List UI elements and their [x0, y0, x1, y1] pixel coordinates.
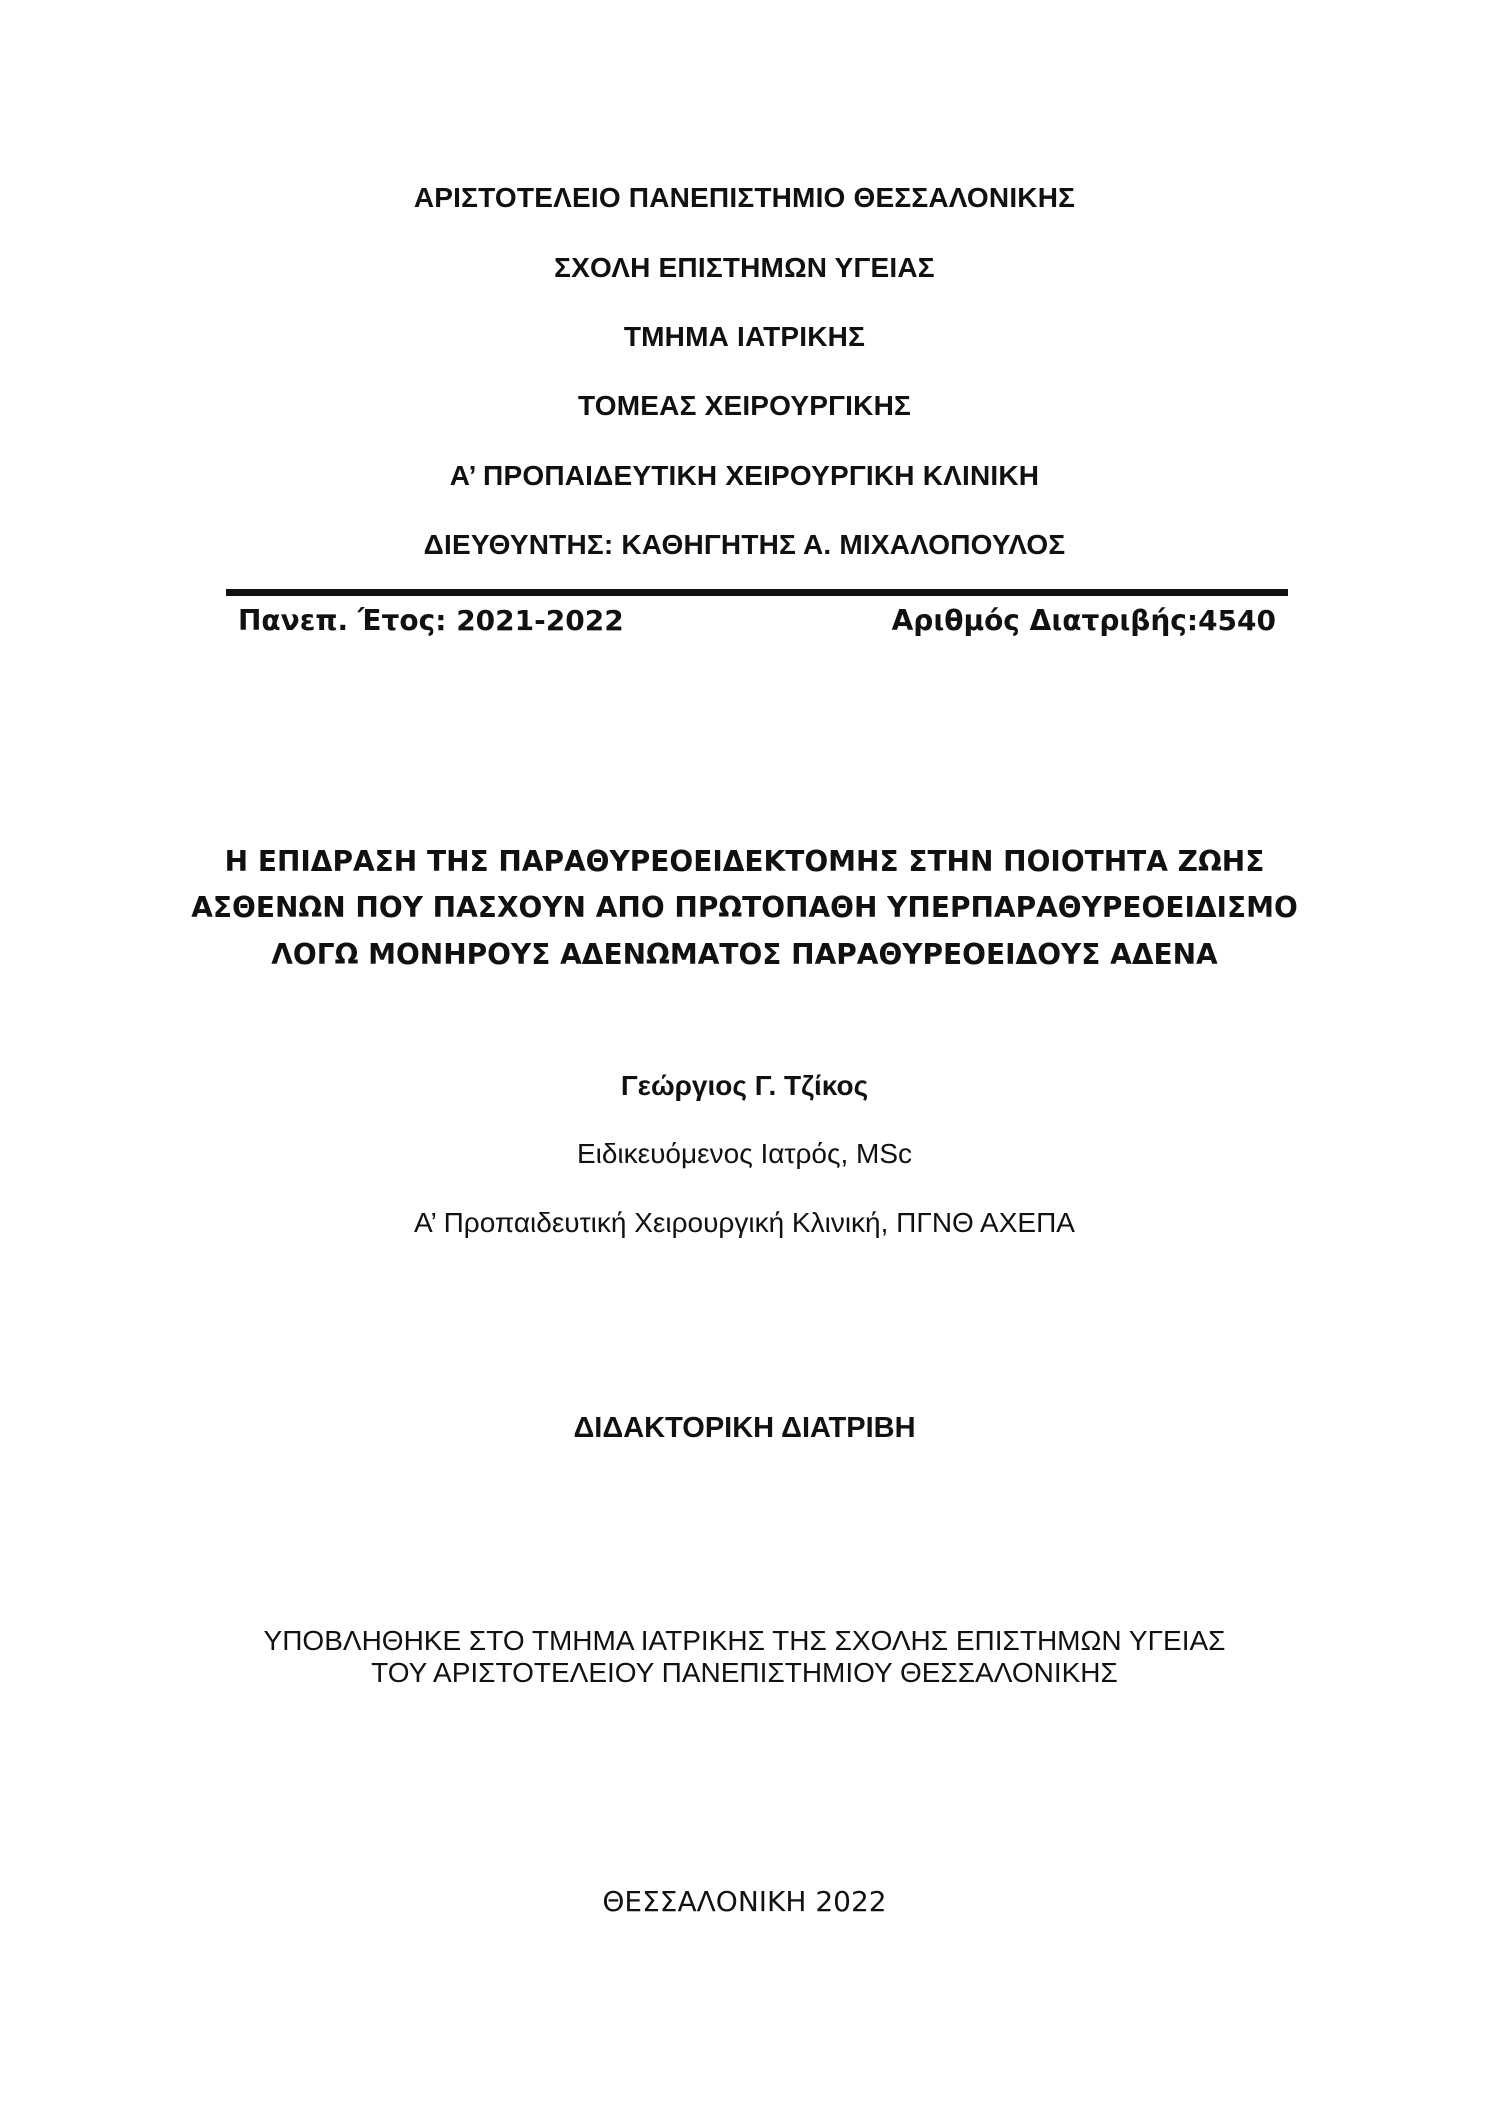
director-line: ΔΙΕΥΘΥΝΤΗΣ: ΚΑΘΗΓΗΤΗΣ Α. ΜΙΧΑΛΟΠΟΥΛΟΣ [423, 529, 1066, 560]
thesis-title-line-3: ΛΟΓΩ ΜΟΝΗΡΟΥΣ ΑΔΕΝΩΜΑΤΟΣ ΠΑΡΑΘΥΡΕΟΕΙΔΟΥΣ ΑΔΕΝΑ [271, 938, 1218, 971]
university-name: ΑΡΙΣΤΟΤΕΛΕΙΟ ΠΑΝΕΠΙΣΤΗΜΙΟ ΘΕΣΣΑΛΟΝΙΚΗΣ [413, 182, 1076, 213]
academic-year: Πανεπ. Έτος: 2021-2022 [238, 604, 624, 637]
author-affiliation: Α’ Προπαιδευτική Χειρουργική Κλινική, ΠΓΝΘ ΑΧΕΠΑ [414, 1207, 1075, 1238]
author-position: Ειδικευόμενος Ιατρός, MSc [576, 1138, 913, 1169]
sector-name: ΤΟΜΕΑΣ ΧΕΙΡΟΥΡΓΙΚΗΣ [578, 390, 911, 421]
submission-line-2: ΤΟΥ ΑΡΙΣΤΟΤΕΛΕΙΟΥ ΠΑΝΕΠΙΣΤΗΜΙΟΥ ΘΕΣΣΑΛΟΝΙΚΗΣ [371, 1657, 1118, 1688]
thesis-title-line-2: ΑΣΘΕΝΩΝ ΠΟΥ ΠΑΣΧΟΥΝ ΑΠΟ ΠΡΩΤΟΠΑΘΗ ΥΠΕΡΠΑΡΑΘΥΡΕΟΕΙΔΙΣΜΟ [191, 891, 1298, 924]
clinic-name: Α’ ΠΡΟΠΑΙΔΕΥΤΙΚΗ ΧΕΙΡΟΥΡΓΙΚΗ ΚΛΙΝΙΚΗ [449, 460, 1040, 491]
thesis-title-line-1: Η ΕΠΙΔΡΑΣΗ ΤΗΣ ΠΑΡΑΘΥΡΕΟΕΙΔΕΚΤΟΜΗΣ ΣΤΗΝ ΠΟΙΟΤΗΤΑ ΖΩΗΣ [224, 845, 1265, 878]
school-name: ΣΧΟΛΗ ΕΠΙΣΤΗΜΩΝ ΥΓΕΙΑΣ [554, 252, 935, 283]
place-year: ΘΕΣΣΑΛΟΝΙΚΗ 2022 [602, 1885, 887, 1918]
submission-line-1: ΥΠΟΒΛΗΘΗΚΕ ΣΤΟ ΤΜΗΜΑ ΙΑΤΡΙΚΗΣ ΤΗΣ ΣΧΟΛΗΣ ΕΠΙΣΤΗΜΩΝ ΥΓΕΙΑΣ [263, 1625, 1226, 1656]
thesis-number: Αριθμός Διατριβής:4540 [891, 604, 1276, 637]
author-name: Γεώργιος Γ. Τζίκος [620, 1070, 869, 1101]
header-divider [226, 589, 1288, 596]
department-name: ΤΜΗΜΑ ΙΑΤΡΙΚΗΣ [623, 321, 866, 352]
thesis-type: ΔΙΔΑΚΤΟΡΙΚΗ ΔΙΑΤΡΙΒΗ [573, 1412, 916, 1444]
